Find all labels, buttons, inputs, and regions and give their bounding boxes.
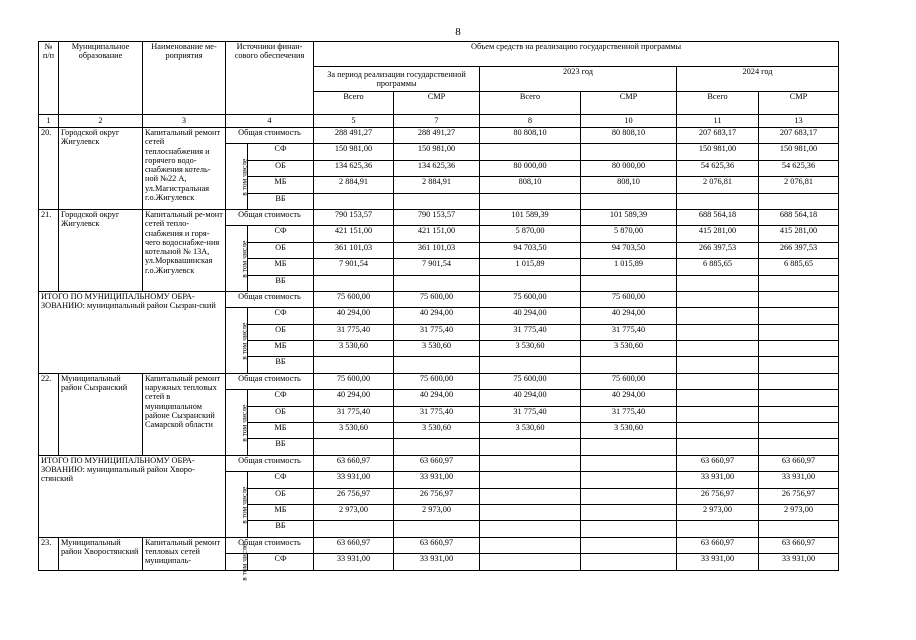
value-cell: 31 775,40 [480,324,581,340]
value-cell [581,144,677,160]
value-cell [480,472,581,488]
value-cell: 421 151,00 [394,226,480,242]
value-cell [314,521,394,537]
value-cell [480,357,581,373]
value-cell [581,554,677,570]
source-sf: СФ [248,144,314,160]
value-cell [581,488,677,504]
row-event: Капитальный ремонт сетей теплоснабжения и горячего водо-снабжения котель-ной №22 А, ул.Магистральная г.о.Жигулевск [143,128,226,210]
value-cell: 3 530,60 [394,341,480,357]
col-number: 4 [226,115,314,128]
col-number: 1 [39,115,59,128]
row-number: 21. [39,209,59,291]
source-total-cost: Общая стоимость [226,373,314,389]
value-cell [759,291,839,307]
value-cell: 31 775,40 [480,406,581,422]
source-total-cost: Общая стоимость [226,209,314,225]
value-cell: 150 981,00 [759,144,839,160]
table-row [39,455,839,471]
row-municipality: Муниципальный район Сызранский [59,373,143,455]
value-cell: 361 101,03 [314,242,394,258]
value-cell: 2 973,00 [759,504,839,520]
source-total-cost: Общая стоимость [226,537,314,553]
source-vb: ВБ [248,275,314,291]
subtotal-label: ИТОГО ПО МУНИЦИПАЛЬНОМУ ОБРА-ЗОВАНИЮ: муниципальный район Сызран-ский [39,291,226,373]
value-cell: 288 491,27 [314,128,394,144]
value-cell [581,357,677,373]
value-cell: 3 530,60 [581,423,677,439]
including-text: в том числе [239,158,249,196]
value-cell: 75 600,00 [480,291,581,307]
value-cell [759,324,839,340]
value-cell [677,308,759,324]
header-volume: Объем средств на реализацию государственной программы [314,42,839,67]
source-total-cost: Общая стоимость [226,128,314,144]
value-cell [677,193,759,209]
including-label [226,472,248,538]
value-cell: 33 931,00 [394,472,480,488]
value-cell: 207 683,17 [677,128,759,144]
source-total-cost: Общая стоимость [226,455,314,471]
table-row [39,209,839,225]
program-funding-table [38,41,839,581]
col-number: 8 [480,115,581,128]
row-municipality: Муниципальный район Хворостянский [59,537,143,570]
value-cell: 33 931,00 [759,554,839,570]
value-cell: 31 775,40 [581,406,677,422]
value-cell: 2 973,00 [314,504,394,520]
value-cell [480,521,581,537]
value-cell: 1 015,89 [581,259,677,275]
col-number: 11 [677,115,759,128]
row-municipality: Городской округ Жигулевск [59,128,143,210]
value-cell: 75 600,00 [394,373,480,389]
value-cell [581,472,677,488]
value-cell: 63 660,97 [677,455,759,471]
value-cell: 3 530,60 [394,423,480,439]
header-sources: Источники финан- сового обеспечения [226,42,314,115]
value-cell: 75 600,00 [394,291,480,307]
value-cell: 40 294,00 [314,308,394,324]
header-year-2024: 2024 год [677,67,839,92]
value-cell: 31 775,40 [314,324,394,340]
value-cell [394,357,480,373]
value-cell: 150 981,00 [314,144,394,160]
header-municipality: Муниципальное образование [59,42,143,115]
value-cell: 94 703,50 [581,242,677,258]
col-number: 7 [394,115,480,128]
value-cell: 94 703,50 [480,242,581,258]
including-label [226,144,248,210]
source-vb: ВБ [248,439,314,455]
header-year-2023: 2023 год [480,67,677,92]
value-cell [759,439,839,455]
source-mb: МБ [248,423,314,439]
value-cell [677,324,759,340]
value-cell [581,275,677,291]
source-vb: ВБ [248,357,314,373]
value-cell: 40 294,00 [581,390,677,406]
value-cell [759,373,839,389]
value-cell [677,373,759,389]
value-cell [480,144,581,160]
value-cell: 134 625,36 [394,160,480,176]
value-cell: 6 885,65 [759,259,839,275]
value-cell: 1 015,89 [480,259,581,275]
value-cell [394,193,480,209]
value-cell: 808,10 [480,177,581,193]
value-cell [677,406,759,422]
col-number: 10 [581,115,677,128]
value-cell: 80 808,10 [581,128,677,144]
value-cell [677,275,759,291]
value-cell [759,357,839,373]
header-smr: СМР [581,92,677,115]
col-number: 5 [314,115,394,128]
value-cell: 80 808,10 [480,128,581,144]
source-vb: ВБ [248,193,314,209]
source-ob: ОБ [248,324,314,340]
source-total-cost: Общая стоимость [226,291,314,307]
value-cell [677,439,759,455]
value-cell [759,275,839,291]
page-number: 8 [455,26,461,38]
value-cell: 40 294,00 [581,308,677,324]
value-cell [480,455,581,471]
value-cell: 688 564,18 [759,209,839,225]
value-cell [759,406,839,422]
col-number: 2 [59,115,143,128]
value-cell [581,504,677,520]
value-cell [581,521,677,537]
value-cell [759,341,839,357]
row-event: Капитальный ремонт тепловых сетей муниципаль- [143,537,226,570]
row-event: Капитальный ремонт наружных тепловых сетей в муниципальном районе Сызранский Самарской области [143,373,226,455]
including-text: в том числе [239,486,249,524]
value-cell: 40 294,00 [480,390,581,406]
value-cell [394,275,480,291]
value-cell [581,455,677,471]
value-cell: 790 153,57 [314,209,394,225]
value-cell [677,357,759,373]
value-cell: 40 294,00 [394,390,480,406]
value-cell: 40 294,00 [394,308,480,324]
value-cell [480,488,581,504]
value-cell: 31 775,40 [581,324,677,340]
source-mb: МБ [248,504,314,520]
value-cell: 421 151,00 [314,226,394,242]
including-label [226,390,248,456]
value-cell: 26 756,97 [314,488,394,504]
source-sf: СФ [248,308,314,324]
value-cell: 2 884,91 [394,177,480,193]
value-cell: 75 600,00 [480,373,581,389]
header-smr: СМР [759,92,839,115]
value-cell: 7 901,54 [394,259,480,275]
including-label [226,308,248,374]
value-cell [480,504,581,520]
value-cell [677,423,759,439]
source-mb: МБ [248,259,314,275]
value-cell: 5 870,00 [581,226,677,242]
value-cell: 40 294,00 [480,308,581,324]
source-ob: ОБ [248,242,314,258]
col-number: 3 [143,115,226,128]
value-cell: 33 931,00 [394,554,480,570]
value-cell: 75 600,00 [581,291,677,307]
value-cell [759,423,839,439]
value-cell: 207 683,17 [759,128,839,144]
value-cell: 101 589,39 [480,209,581,225]
row-number: 23. [39,537,59,570]
value-cell [314,275,394,291]
value-cell: 31 775,40 [394,406,480,422]
value-cell: 5 870,00 [480,226,581,242]
value-cell: 75 600,00 [314,291,394,307]
header-period: За период реализации государственной программы [314,67,480,92]
header-no: № п/п [39,42,59,115]
value-cell: 33 931,00 [314,554,394,570]
value-cell: 33 931,00 [314,472,394,488]
value-cell: 3 530,60 [314,423,394,439]
header-smr: СМР [394,92,480,115]
value-cell: 2 076,81 [759,177,839,193]
row-number: 22. [39,373,59,455]
header-event: Наименование ме- роприятия [143,42,226,115]
value-cell: 63 660,97 [314,455,394,471]
value-cell [480,275,581,291]
value-cell: 54 625,36 [677,160,759,176]
value-cell: 33 931,00 [759,472,839,488]
value-cell [480,193,581,209]
row-number: 20. [39,128,59,210]
value-cell: 63 660,97 [394,455,480,471]
including-text: в том числе [239,322,249,360]
value-cell: 3 530,60 [480,341,581,357]
value-cell: 790 153,57 [394,209,480,225]
value-cell [677,521,759,537]
value-cell: 2 973,00 [394,504,480,520]
value-cell: 288 491,27 [394,128,480,144]
value-cell [480,554,581,570]
value-cell [581,193,677,209]
value-cell: 75 600,00 [581,373,677,389]
value-cell: 415 281,00 [759,226,839,242]
source-sf: СФ [248,472,314,488]
source-vb: ВБ [248,521,314,537]
value-cell [314,439,394,455]
value-cell: 26 756,97 [759,488,839,504]
including-text: в том числе [239,404,249,442]
table-row [39,128,839,144]
value-cell [677,390,759,406]
value-cell [394,521,480,537]
value-cell: 150 981,00 [394,144,480,160]
value-cell: 2 973,00 [677,504,759,520]
source-sf: СФ [248,226,314,242]
value-cell: 26 756,97 [394,488,480,504]
value-cell: 63 660,97 [314,537,394,553]
value-cell [759,521,839,537]
source-mb: МБ [248,341,314,357]
value-cell: 2 884,91 [314,177,394,193]
value-cell: 75 600,00 [314,373,394,389]
value-cell [759,308,839,324]
header-total: Всего [677,92,759,115]
value-cell: 63 660,97 [394,537,480,553]
value-cell: 688 564,18 [677,209,759,225]
value-cell: 361 101,03 [394,242,480,258]
value-cell: 266 397,53 [677,242,759,258]
value-cell: 31 775,40 [314,406,394,422]
value-cell: 150 981,00 [677,144,759,160]
source-ob: ОБ [248,406,314,422]
row-event: Капитальный ре-монт сетей тепло-снабжения и горя-чего водоснабже-ния котельной № 13А, ул.Морквашинская г.о.Жигулевск [143,209,226,291]
header-total: Всего [314,92,394,115]
value-cell: 63 660,97 [759,455,839,471]
value-cell [480,439,581,455]
value-cell: 3 530,60 [581,341,677,357]
value-cell: 101 589,39 [581,209,677,225]
value-cell: 134 625,36 [314,160,394,176]
source-ob: ОБ [248,160,314,176]
table-row [39,291,839,307]
including-label [226,226,248,292]
source-ob: ОБ [248,488,314,504]
value-cell [480,537,581,553]
value-cell [677,291,759,307]
value-cell [581,439,677,455]
row-municipality: Городской округ Жигулевск [59,209,143,291]
value-cell [314,193,394,209]
header-total: Всего [480,92,581,115]
table-row [39,537,839,553]
including-text: в том числе [239,240,249,278]
value-cell: 7 901,54 [314,259,394,275]
value-cell: 54 625,36 [759,160,839,176]
value-cell: 80 000,00 [480,160,581,176]
value-cell [314,357,394,373]
value-cell: 808,10 [581,177,677,193]
value-cell: 3 530,60 [314,341,394,357]
value-cell [759,193,839,209]
value-cell: 33 931,00 [677,554,759,570]
value-cell: 2 076,81 [677,177,759,193]
table-row [39,373,839,389]
value-cell: 26 756,97 [677,488,759,504]
value-cell: 33 931,00 [677,472,759,488]
value-cell: 63 660,97 [759,537,839,553]
subtotal-label: ИТОГО ПО МУНИЦИПАЛЬНОМУ ОБРА-ЗОВАНИЮ: муниципальный район Хворо-стянский [39,455,226,537]
value-cell [394,439,480,455]
source-mb: МБ [248,177,314,193]
value-cell [581,537,677,553]
value-cell: 31 775,40 [394,324,480,340]
value-cell [677,341,759,357]
including-text: в том числе [239,543,249,581]
value-cell: 266 397,53 [759,242,839,258]
col-number: 13 [759,115,839,128]
value-cell: 415 281,00 [677,226,759,242]
value-cell: 80 000,00 [581,160,677,176]
source-sf: СФ [248,390,314,406]
value-cell [759,390,839,406]
including-label [226,543,249,581]
value-cell: 6 885,65 [677,259,759,275]
source-sf: СФ [248,554,314,570]
value-cell: 3 530,60 [480,423,581,439]
value-cell: 40 294,00 [314,390,394,406]
value-cell: 63 660,97 [677,537,759,553]
